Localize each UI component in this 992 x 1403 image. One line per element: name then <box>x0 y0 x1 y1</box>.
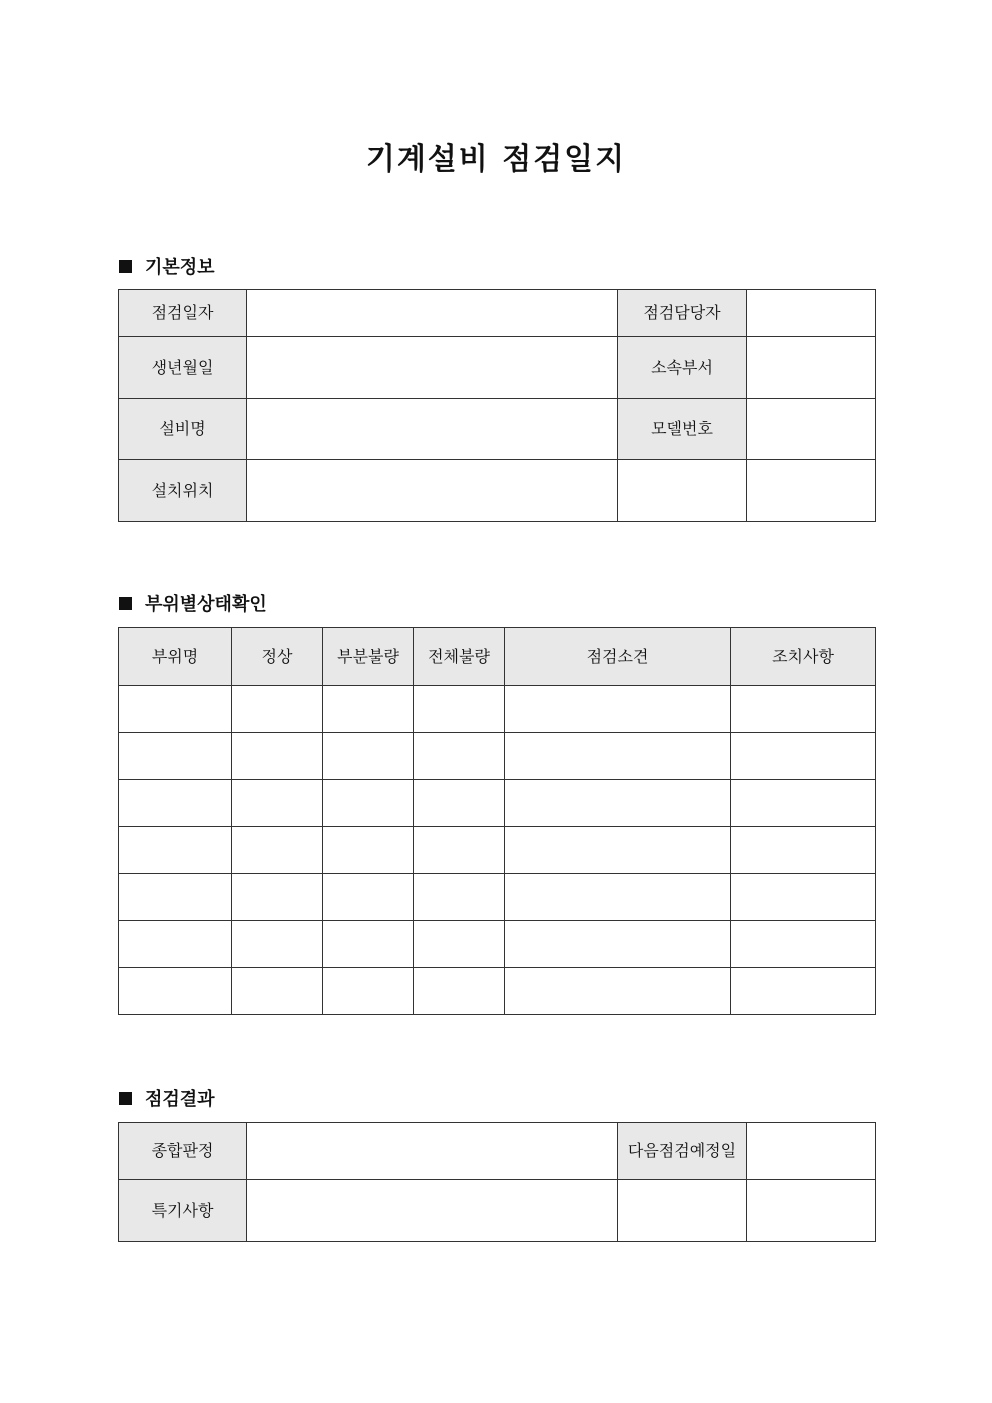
model-number-field[interactable] <box>747 399 876 460</box>
table-row <box>119 1180 876 1242</box>
square-bullet-icon <box>119 260 132 273</box>
inspection-date-label: 점검일자 <box>119 290 247 337</box>
section-heading-result <box>119 1085 215 1111</box>
column-header-partial-defect: 부분불량 <box>323 628 414 686</box>
normal-cell[interactable] <box>232 921 323 968</box>
inspection-opinion-cell[interactable] <box>505 686 731 733</box>
inspection-opinion-cell[interactable] <box>505 921 731 968</box>
section-heading-part-status <box>119 590 267 616</box>
blank-cell[interactable] <box>618 460 747 522</box>
part-status-rows <box>119 686 876 1015</box>
total-defect-cell[interactable] <box>414 968 505 1015</box>
next-inspection-date-label: 다음점검예정일 <box>618 1123 747 1180</box>
inspector-label: 점검담당자 <box>618 290 747 337</box>
normal-cell[interactable] <box>232 780 323 827</box>
equipment-name-field[interactable] <box>247 399 618 460</box>
action-taken-cell[interactable] <box>731 874 876 921</box>
model-number-label: 모델번호 <box>618 399 747 460</box>
part-name-cell[interactable] <box>119 733 232 780</box>
table-row <box>119 1123 876 1180</box>
section-heading-label: 기본정보 <box>145 257 215 278</box>
inspection-opinion-cell[interactable] <box>505 780 731 827</box>
inspection-result-table <box>118 1122 876 1242</box>
inspection-date-field[interactable] <box>247 290 618 337</box>
total-defect-cell[interactable] <box>414 921 505 968</box>
inspection-opinion-cell[interactable] <box>505 827 731 874</box>
normal-cell[interactable] <box>232 874 323 921</box>
equipment-name-label: 설비명 <box>119 399 247 460</box>
part-name-cell[interactable] <box>119 686 232 733</box>
inspector-field[interactable] <box>747 290 876 337</box>
department-field[interactable] <box>747 337 876 399</box>
overall-judgment-label: 종합판정 <box>119 1123 247 1180</box>
inspection-opinion-cell[interactable] <box>505 733 731 780</box>
column-header-action-taken: 조치사항 <box>731 628 876 686</box>
birth-date-field[interactable] <box>247 337 618 399</box>
install-location-field[interactable] <box>247 460 618 522</box>
table-header-row <box>119 628 876 686</box>
action-taken-cell[interactable] <box>731 968 876 1015</box>
department-label: 소속부서 <box>618 337 747 399</box>
install-location-label: 설치위치 <box>119 460 247 522</box>
column-header-total-defect: 전체불량 <box>414 628 505 686</box>
table-row <box>119 686 876 733</box>
column-header-inspection-opinion: 점검소견 <box>505 628 731 686</box>
table-row <box>119 733 876 780</box>
section-heading-basic-info <box>119 253 215 279</box>
table-row <box>119 460 876 522</box>
part-name-cell[interactable] <box>119 968 232 1015</box>
part-name-cell[interactable] <box>119 827 232 874</box>
special-notes-field[interactable] <box>247 1180 618 1242</box>
normal-cell[interactable] <box>232 827 323 874</box>
blank-cell[interactable] <box>747 1180 876 1242</box>
action-taken-cell[interactable] <box>731 780 876 827</box>
action-taken-cell[interactable] <box>731 686 876 733</box>
next-inspection-date-field[interactable] <box>747 1123 876 1180</box>
part-name-cell[interactable] <box>119 874 232 921</box>
total-defect-cell[interactable] <box>414 686 505 733</box>
normal-cell[interactable] <box>232 968 323 1015</box>
partial-defect-cell[interactable] <box>323 780 414 827</box>
section-heading-label: 부위별상태확인 <box>145 594 267 615</box>
inspection-opinion-cell[interactable] <box>505 874 731 921</box>
partial-defect-cell[interactable] <box>323 733 414 780</box>
action-taken-cell[interactable] <box>731 827 876 874</box>
page-title: 기계설비 점검일지 <box>365 142 627 177</box>
partial-defect-cell[interactable] <box>323 968 414 1015</box>
square-bullet-icon <box>119 597 132 610</box>
birth-date-label: 생년월일 <box>119 337 247 399</box>
special-notes-label: 특기사항 <box>119 1180 247 1242</box>
total-defect-cell[interactable] <box>414 874 505 921</box>
total-defect-cell[interactable] <box>414 780 505 827</box>
column-header-part-name: 부위명 <box>119 628 232 686</box>
table-row <box>119 399 876 460</box>
total-defect-cell[interactable] <box>414 827 505 874</box>
basic-info-table <box>118 289 876 522</box>
part-status-table <box>118 627 876 1015</box>
table-row <box>119 337 876 399</box>
table-row <box>119 968 876 1015</box>
table-row <box>119 290 876 337</box>
partial-defect-cell[interactable] <box>323 686 414 733</box>
table-row <box>119 827 876 874</box>
table-row <box>119 921 876 968</box>
blank-cell[interactable] <box>618 1180 747 1242</box>
column-header-normal: 정상 <box>232 628 323 686</box>
total-defect-cell[interactable] <box>414 733 505 780</box>
normal-cell[interactable] <box>232 733 323 780</box>
part-name-cell[interactable] <box>119 780 232 827</box>
square-bullet-icon <box>119 1092 132 1105</box>
part-name-cell[interactable] <box>119 921 232 968</box>
partial-defect-cell[interactable] <box>323 921 414 968</box>
action-taken-cell[interactable] <box>731 733 876 780</box>
partial-defect-cell[interactable] <box>323 874 414 921</box>
section-heading-label: 점검결과 <box>145 1089 215 1110</box>
action-taken-cell[interactable] <box>731 921 876 968</box>
table-row <box>119 874 876 921</box>
inspection-opinion-cell[interactable] <box>505 968 731 1015</box>
table-row <box>119 780 876 827</box>
partial-defect-cell[interactable] <box>323 827 414 874</box>
normal-cell[interactable] <box>232 686 323 733</box>
overall-judgment-field[interactable] <box>247 1123 618 1180</box>
blank-cell[interactable] <box>747 460 876 522</box>
